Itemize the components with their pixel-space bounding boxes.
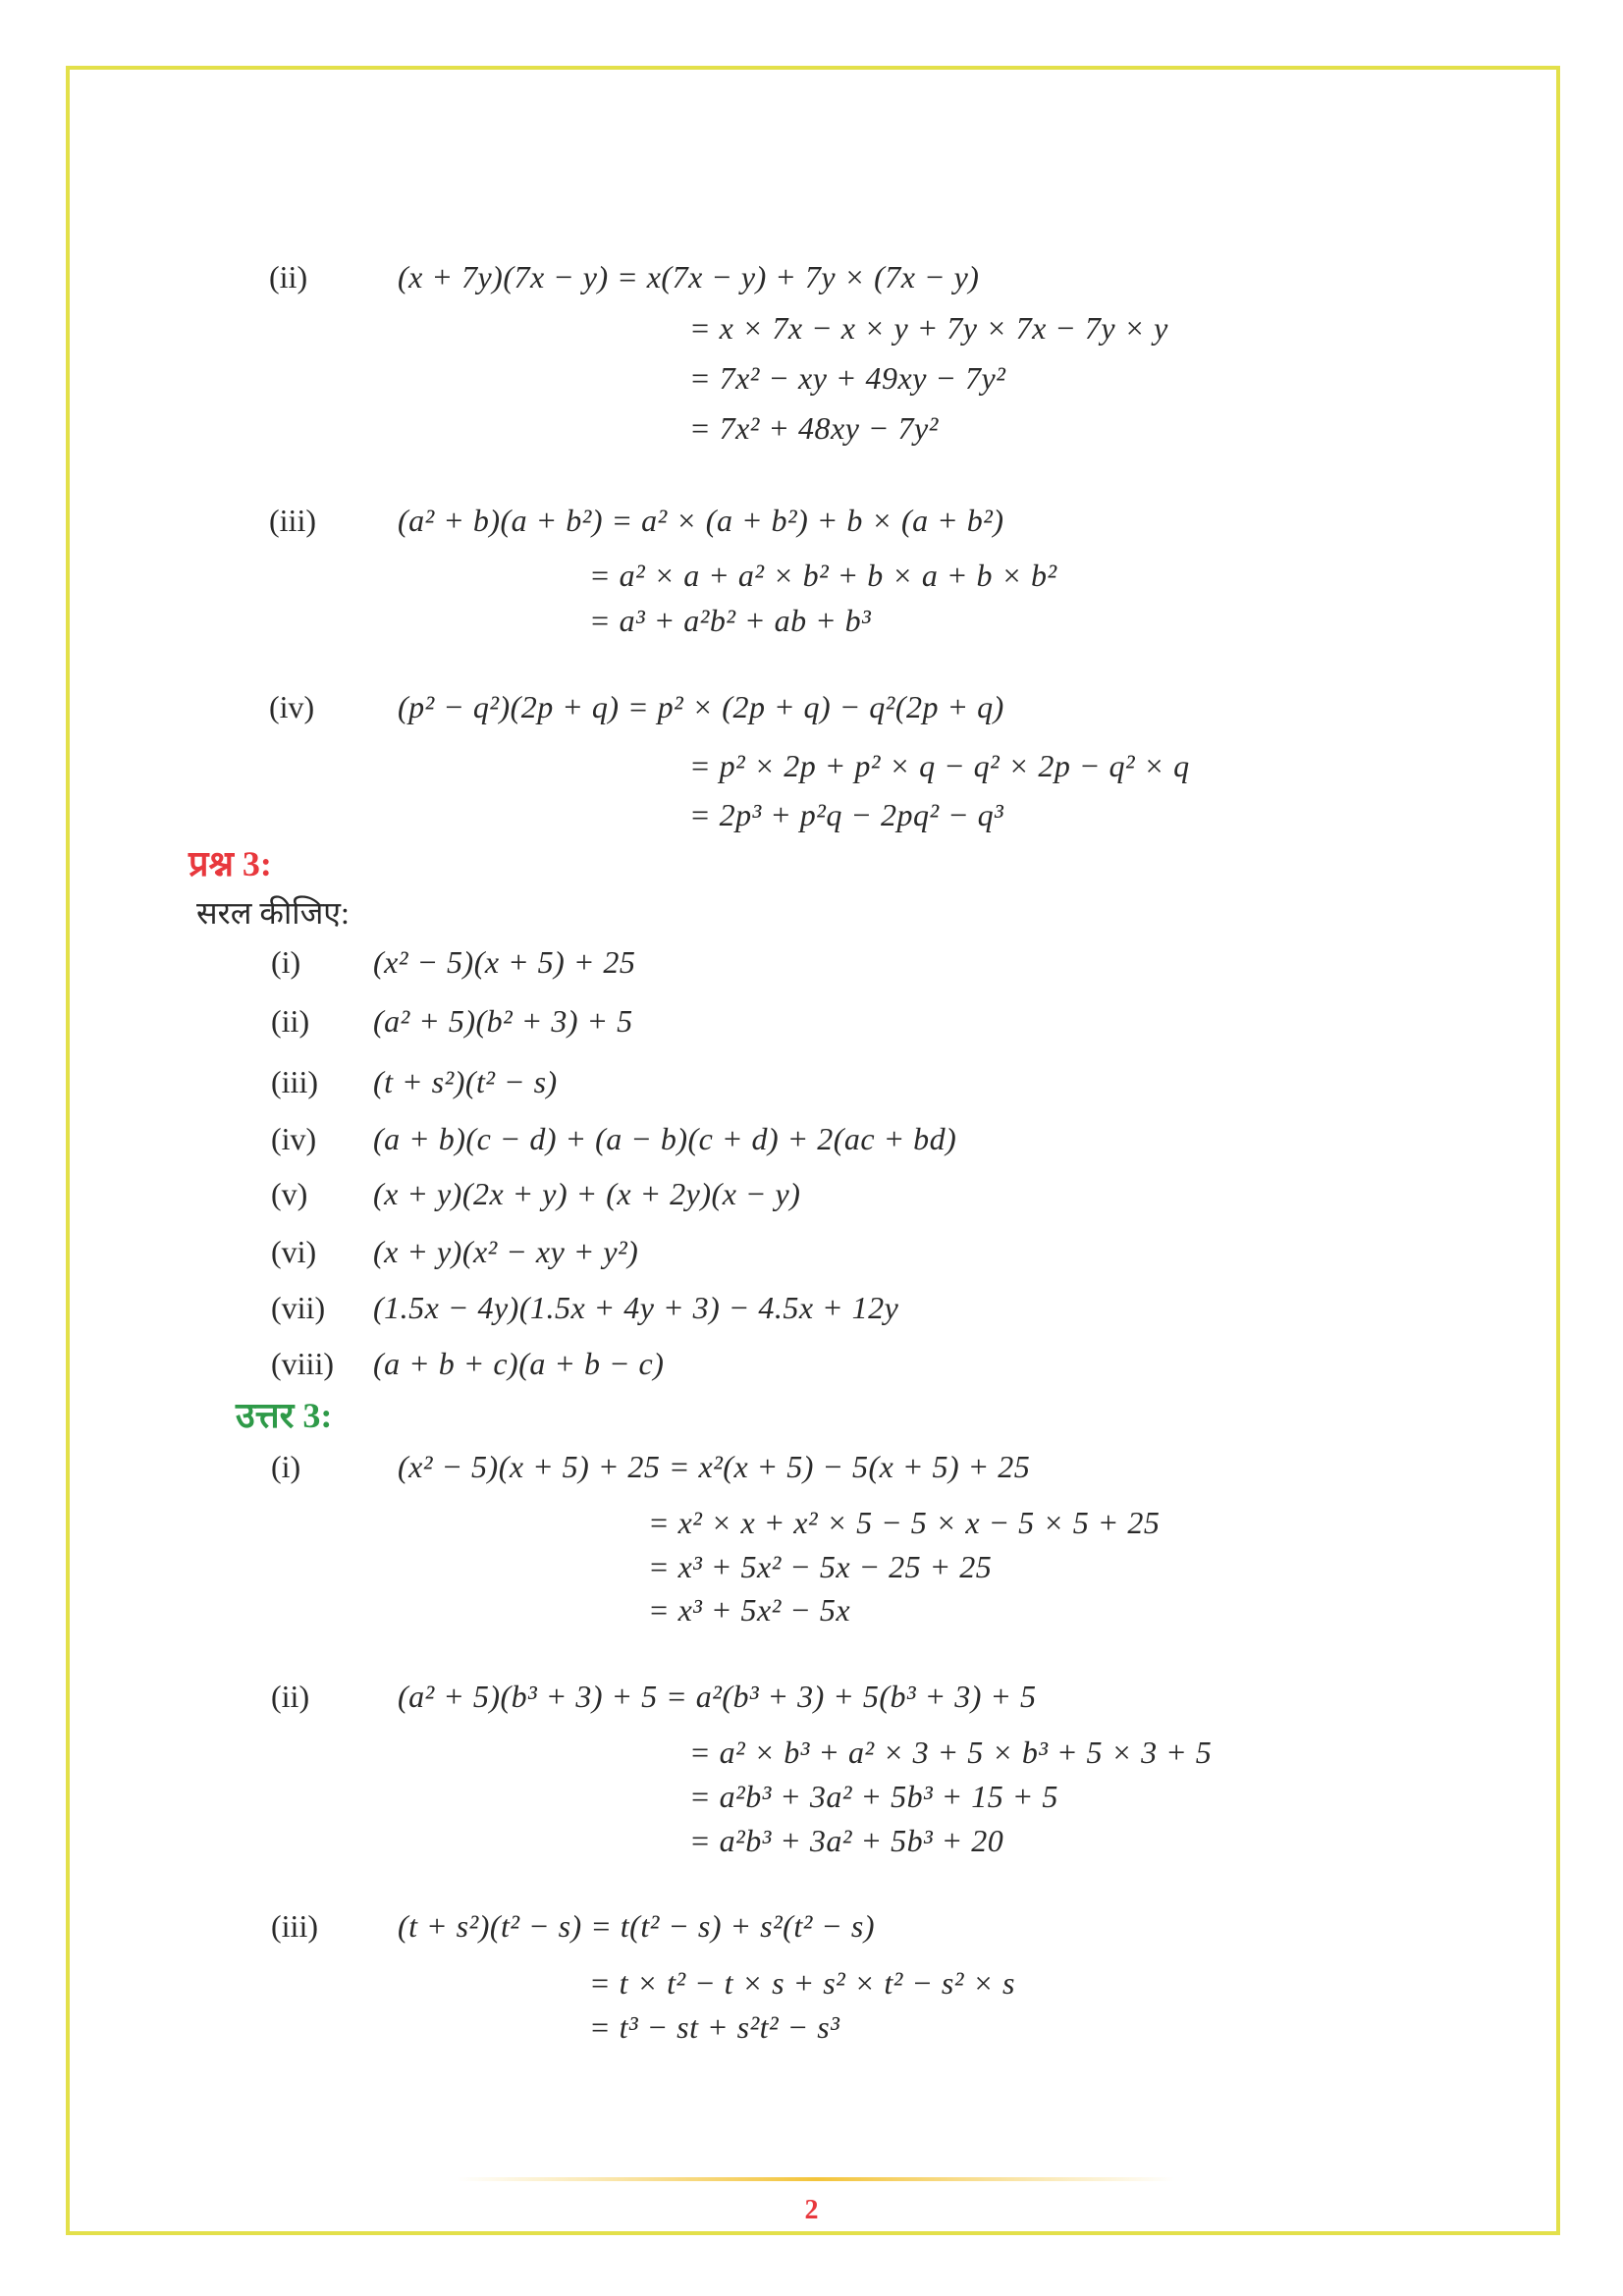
item-label: (iii): [271, 1064, 318, 1099]
item-label: (vi): [271, 1234, 317, 1269]
part-label: (i): [271, 1449, 301, 1484]
item-expression: (x + y)(x² − xy + y²): [373, 1234, 639, 1269]
equation-line: (x² − 5)(x + 5) + 25 = x²(x + 5) − 5(x + 5) + 25: [398, 1449, 1031, 1484]
equation-line: (a² + b)(a + b²) = a² × (a + b²) + b × (a + b²): [398, 503, 1004, 538]
item-label: (viii): [271, 1346, 334, 1381]
equation-line: = 2p³ + p²q − 2pq² − q³: [689, 797, 1004, 832]
equation-line: = a² × b³ + a² × 3 + 5 × b³ + 5 × 3 + 5: [689, 1735, 1213, 1770]
equation-line: = a² × a + a² × b² + b × a + b × b²: [589, 558, 1057, 593]
item-expression: (x² − 5)(x + 5) + 25: [373, 944, 636, 980]
item-expression: (1.5x − 4y)(1.5x + 4y + 3) − 4.5x + 12y: [373, 1290, 899, 1325]
item-expression: (a² + 5)(b² + 3) + 5: [373, 1003, 633, 1039]
question-3-instruction: सरल कीजिए:: [196, 895, 350, 931]
equation-line: (x + 7y)(7x − y) = x(7x − y) + 7y × (7x − y): [398, 259, 980, 294]
item-label: (v): [271, 1176, 308, 1211]
equation-line: = x³ + 5x² − 5x − 25 + 25: [648, 1549, 993, 1584]
equation-line: = t³ − st + s²t² − s³: [589, 2009, 840, 2045]
item-expression: (a + b + c)(a + b − c): [373, 1346, 665, 1381]
equation-line: = x³ + 5x² − 5x: [648, 1592, 851, 1628]
footer-divider: [457, 2177, 1175, 2181]
equation-line: (p² − q²)(2p + q) = p² × (2p + q) − q²(2p + q): [398, 689, 1004, 724]
part-label: (iii): [269, 503, 316, 538]
equation-line: (t + s²)(t² − s) = t(t² − s) + s²(t² − s): [398, 1908, 875, 1944]
answer-3-heading: उत्तर 3:: [236, 1396, 333, 1435]
item-label: (vii): [271, 1290, 326, 1325]
part-label: (iii): [271, 1908, 318, 1944]
item-expression: (a + b)(c − d) + (a − b)(c + d) + 2(ac + bd): [373, 1121, 957, 1156]
question-3-heading: प्रश्न 3:: [189, 844, 272, 883]
equation-line: = t × t² − t × s + s² × t² − s² × s: [589, 1965, 1015, 2001]
equation-line: (a² + 5)(b³ + 3) + 5 = a²(b³ + 3) + 5(b³ + 3) + 5: [398, 1679, 1037, 1714]
equation-line: = p² × 2p + p² × q − q² × 2p − q² × q: [689, 748, 1190, 783]
item-label: (ii): [271, 1003, 310, 1039]
equation-line: = 7x² + 48xy − 7y²: [689, 410, 939, 446]
equation-line: = a³ + a²b² + ab + b³: [589, 603, 872, 638]
item-expression: (t + s²)(t² − s): [373, 1064, 558, 1099]
equation-line: = 7x² − xy + 49xy − 7y²: [689, 360, 1006, 396]
part-label: (ii): [271, 1679, 310, 1714]
equation-line: = x² × x + x² × 5 − 5 × x − 5 × 5 + 25: [648, 1505, 1161, 1540]
part-label: (ii): [269, 259, 308, 294]
item-label: (i): [271, 944, 301, 980]
part-label: (iv): [269, 689, 315, 724]
equation-line: = x × 7x − x × y + 7y × 7x − 7y × y: [689, 310, 1168, 346]
item-label: (iv): [271, 1121, 317, 1156]
page-number: 2: [804, 2195, 819, 2225]
item-expression: (x + y)(2x + y) + (x + 2y)(x − y): [373, 1176, 801, 1211]
equation-line: = a²b³ + 3a² + 5b³ + 20: [689, 1823, 1004, 1858]
equation-line: = a²b³ + 3a² + 5b³ + 15 + 5: [689, 1779, 1058, 1814]
